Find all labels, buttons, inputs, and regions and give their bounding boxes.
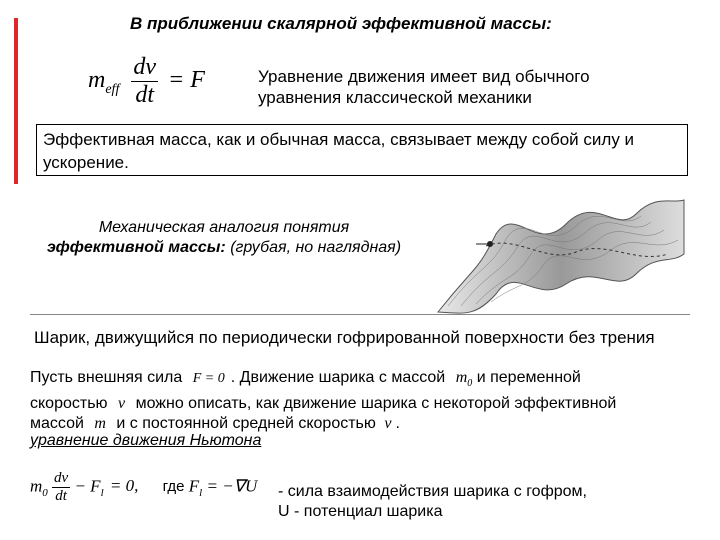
para-p1: Пусть внешняя сила <box>30 369 183 386</box>
accent-bar <box>14 18 18 184</box>
para-v: v <box>118 395 126 413</box>
para-p5: можно описать, как движение шарика с некоторой эффективной <box>135 395 617 413</box>
para-p6: массой <box>30 415 84 433</box>
box-text: Эффективная масса, как и обычная масса, связывает между собой силу и ускорение. <box>43 130 635 172</box>
beq-f-sub: l <box>100 486 104 499</box>
divider <box>30 314 690 315</box>
beq-f2: F <box>188 476 200 496</box>
beq-minus-f: − F <box>74 476 101 496</box>
beq-f2-sub: l <box>199 486 203 499</box>
equation-description <box>258 66 658 108</box>
analogy-line2-bold: эффективной массы: <box>46 239 226 256</box>
para-m0-sub: 0 <box>467 378 473 390</box>
para-p3: и переменной <box>476 369 581 386</box>
beq-num: dv <box>54 470 69 486</box>
analogy-line2-rest: (грубая, но наглядная) <box>225 239 402 256</box>
beq-fraction <box>52 470 70 505</box>
ball-description: Шарик, движущийся по периодически гофрированной поверхности без трения <box>34 328 655 347</box>
force-line2: U - потенциал шарика <box>278 503 443 520</box>
para-p8: . <box>395 415 400 433</box>
beq-m0: m <box>30 476 43 496</box>
para-p7: и с постоянной средней скоростью <box>116 415 376 433</box>
eq-m: m <box>88 67 106 94</box>
para-p4: скоростью <box>30 395 108 413</box>
eq-num: dv <box>133 54 156 80</box>
eq-fraction <box>131 54 158 109</box>
slide-title: В приближении скалярной эффективной массы: <box>130 14 552 33</box>
newton-label: уравнение движения Ньютона <box>30 432 262 449</box>
para-m: m <box>94 415 106 433</box>
force-line1: - сила взаимодействия шарика с гофром, <box>278 483 587 500</box>
para-f-eq: F = 0 <box>192 371 225 386</box>
main-equation <box>88 54 205 109</box>
beq-m0-sub: 0 <box>42 486 48 499</box>
equation-description-text: Уравнение движения имеет вид обычного уравнения классической механики <box>258 67 590 107</box>
effective-mass-box <box>36 124 688 176</box>
analogy-line1: Механическая аналогия понятия <box>98 219 350 236</box>
eq-den: dt <box>135 82 154 108</box>
beq-gde: где <box>162 478 185 496</box>
corrugated-surface-illustration <box>436 194 686 316</box>
para-p2: . Движение шарика с массой <box>230 369 446 386</box>
beq-u: U <box>245 476 258 496</box>
force-description <box>278 482 587 522</box>
eq-rhs: = F <box>168 67 205 94</box>
eq-m-sub: eff <box>105 81 120 97</box>
beq-rest: = 0, <box>109 476 139 496</box>
beq-den: dt <box>55 488 67 504</box>
beq-rhs: = −∇ <box>206 476 246 496</box>
force-paragraph <box>30 368 690 434</box>
para-v2: v <box>384 415 392 433</box>
analogy-heading <box>24 218 424 258</box>
para-m0: m <box>455 369 468 386</box>
newton-equation <box>30 470 257 505</box>
